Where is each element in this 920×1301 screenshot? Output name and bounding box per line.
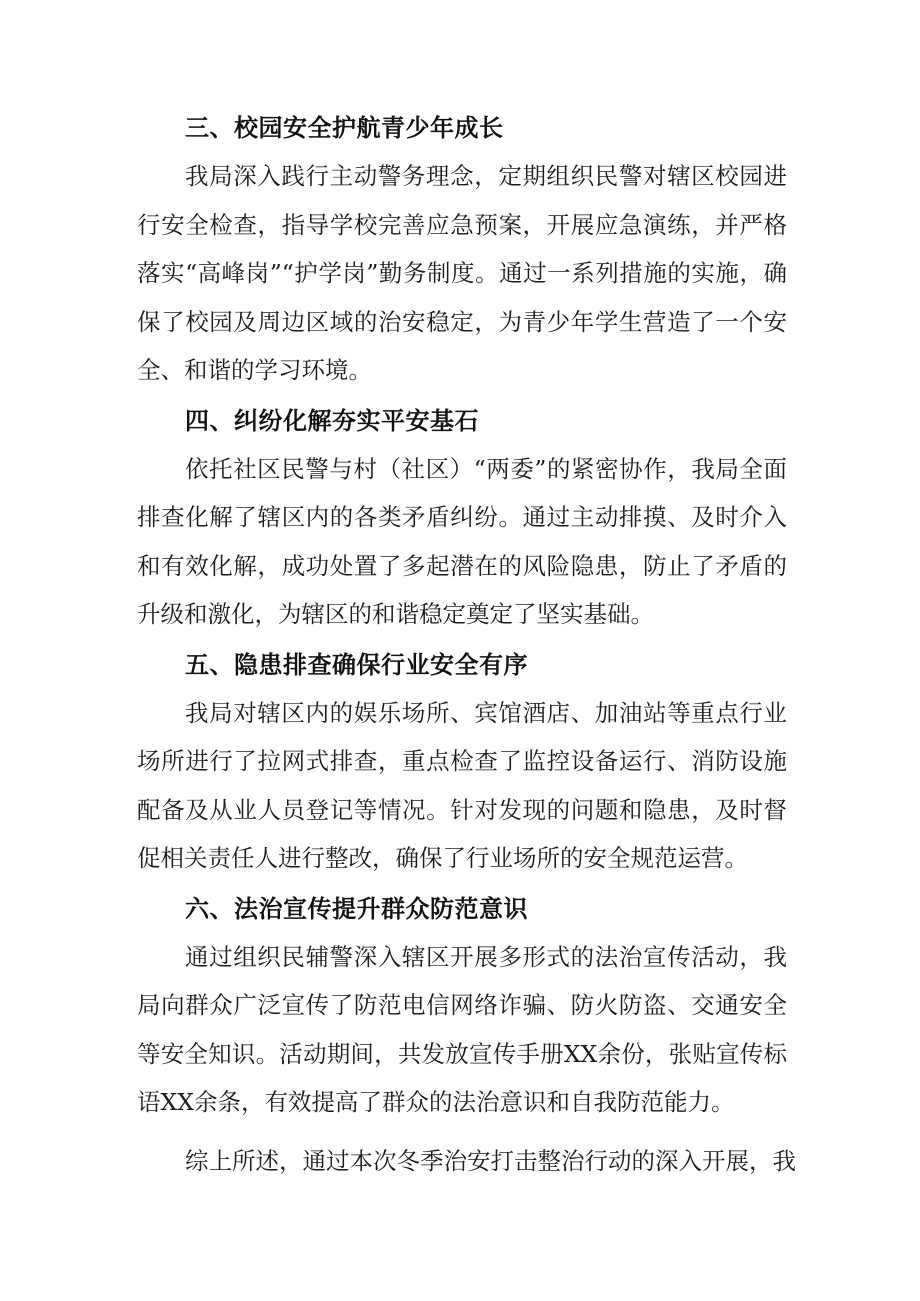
closing-paragraph: 综上所述，通过本次冬季治安打击整治行动的深入开展，我 (185, 1146, 796, 1175)
document-body (137, 104, 796, 1185)
section-paragraph-5: 我局对辖区内的娱乐场所、宾馆酒店、加油站等重点行业场所进行了拉网式排查，重点检查了监控设备运行、消防设施配备及从业人员登记等情况。针对发现的问题和隐患，及时督促相关责任人进行整改，确保了行业场所的安全规范运营。 (137, 698, 787, 872)
section-heading-4: 四、纠纷化解夯实平安基石 (185, 406, 479, 435)
section-heading-5: 五、隐患排查确保行业安全有序 (185, 650, 528, 679)
section-heading-3: 三、校园安全护航青少年成长 (185, 114, 504, 142)
section-paragraph-3: 我局深入践行主动警务理念，定期组织民警对辖区校园进行安全检查，指导学校完善应急预案，开展应急演练，并严格落实“高峰岗”“护学岗”勤务制度。通过一系列措施的实施，确保了校园及周边区域的治安稳定，为青少年学生营造了一个安全、和谐的学习环境。 (137, 162, 787, 384)
section-paragraph-6: 通过组织民辅警深入辖区开展多形式的法治宣传活动，我局向群众广泛宣传了防范电信网络诈骗、防火防盗、交通安全等安全知识。活动期间，共发放宣传手册XX余份，张贴宣传标语XX余条，有效提高了群众的法治意识和自我防范能力。 (137, 942, 787, 1116)
section-heading-6: 六、法治宣传提升群众防范意识 (185, 894, 528, 923)
section-paragraph-4: 依托社区民警与村（社区）“两委”的紧密协作，我局全面排查化解了辖区内的各类矛盾纠纷。通过主动排摸、及时介入和有效化解，成功处置了多起潜在的风险隐患，防止了矛盾的升级和激化，为辖区的和谐稳定奠定了坚实基础。 (137, 454, 787, 628)
